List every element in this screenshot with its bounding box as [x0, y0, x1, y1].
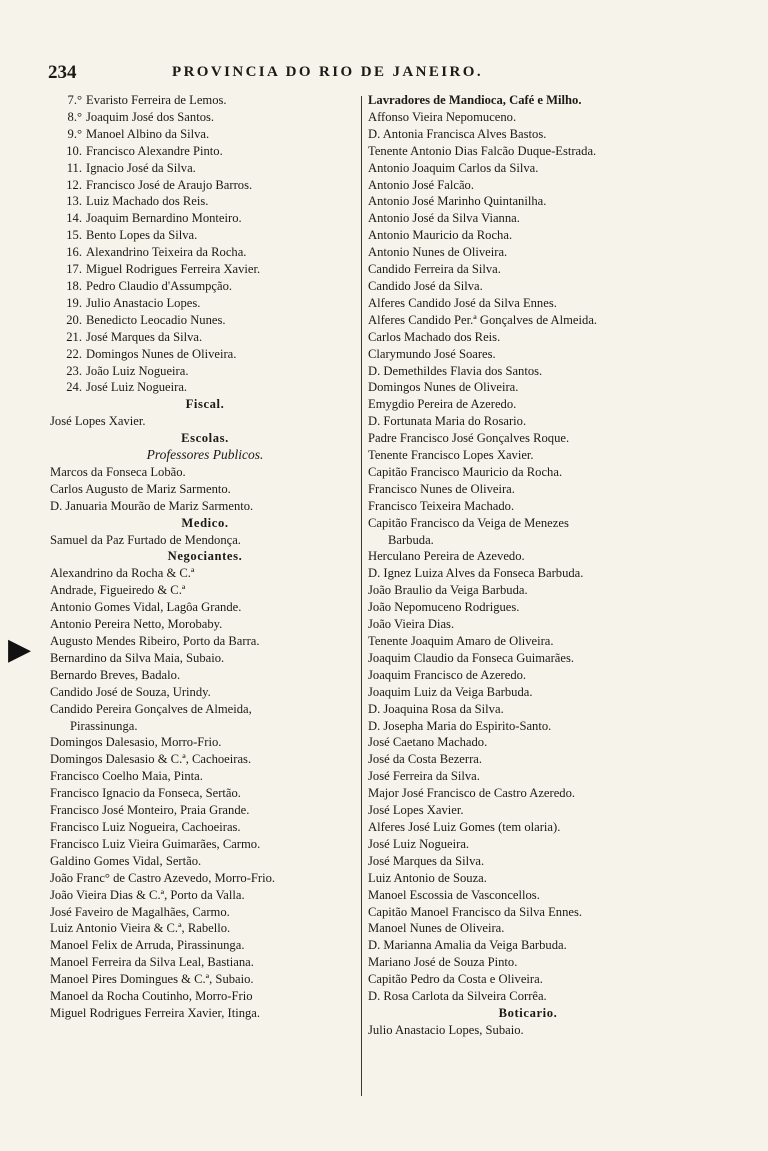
list-item: Augusto Mendes Ribeiro, Porto da Barra.	[50, 634, 260, 648]
item-number: 22.	[66, 346, 82, 361]
list-item: José Marques da Silva.	[368, 853, 485, 868]
list-item: Samuel da Paz Furtado de Mendonça.	[50, 532, 241, 547]
right-column	[368, 92, 688, 1039]
page-title: PROVINCIA DO RIO DE JANEIRO.	[172, 64, 483, 80]
list-item: Francisco Teixeira Machado.	[368, 498, 515, 513]
item-number: 8.°	[67, 109, 82, 124]
item-number: 18.	[66, 278, 82, 293]
list-item: Capitão Francisco da Veiga de Menezes	[368, 515, 569, 530]
list-item	[50, 261, 360, 278]
list-item: D. Demethildes Flavia dos Santos.	[368, 363, 543, 378]
item-name: José Luiz Nogueira.	[86, 380, 188, 395]
list-item: Candido José da Silva.	[368, 278, 483, 293]
item-name: Alexandrino Teixeira da Rocha.	[86, 245, 247, 260]
list-item: João Vieira Dias & C.ª, Porto da Valla.	[50, 887, 245, 902]
item-number: 11.	[66, 160, 82, 175]
item-number: 20.	[66, 312, 82, 327]
list-item	[50, 143, 360, 160]
list-item: Affonso Vieira Nepomuceno.	[368, 109, 517, 124]
list-item: João Braulio da Veiga Barbuda.	[368, 583, 528, 598]
column-divider	[361, 96, 362, 1096]
boticario-heading: Boticario.	[498, 1005, 558, 1020]
item-name: Pedro Claudio d'Assumpção.	[86, 278, 233, 293]
item-number: 15.	[66, 228, 82, 243]
list-item: Galdino Gomes Vidal, Sertão.	[50, 853, 202, 868]
list-item: Luiz Antonio Vieira & C.ª, Rabello.	[50, 921, 231, 936]
item-name: Julio Anastacio Lopes.	[86, 295, 201, 310]
list-item: D. Rosa Carlota da Silveira Corrêa.	[368, 989, 547, 1004]
item-number: 10.	[66, 143, 82, 158]
list-item: D. Januaria Mourão de Mariz Sarmento.	[50, 498, 254, 513]
list-item: Mariano José de Souza Pinto.	[368, 955, 518, 970]
list-item: Francisco Coelho Maia, Pinta.	[50, 769, 203, 784]
list-item: Antonio Gomes Vidal, Lagôa Grande.	[50, 600, 242, 615]
list-item: Candido Pereira Gonçalves de Almeida,	[50, 701, 252, 716]
list-item: Joaquim Francisco de Azeredo.	[368, 667, 527, 682]
list-item	[50, 193, 360, 210]
item-name: Domingos Nunes de Oliveira.	[86, 346, 237, 361]
item-number: 14.	[66, 211, 82, 226]
lavradores-heading: Lavradores de Mandioca, Café e Milho.	[368, 93, 582, 107]
list-item: Antonio Pereira Netto, Morobaby.	[50, 617, 223, 632]
list-item: Antonio José Falcão.	[368, 177, 474, 192]
page-header	[48, 62, 718, 86]
list-item: José Faveiro de Magalhães, Carmo.	[50, 904, 230, 919]
list-item: Francisco José Monteiro, Praia Grande.	[50, 803, 250, 818]
list-item: Marcos da Fonseca Lobão.	[50, 464, 186, 479]
list-item: Joaquim Claudio da Fonseca Guimarães.	[368, 650, 575, 665]
list-item: D. Marianna Amalia da Veiga Barbuda.	[368, 938, 567, 953]
item-number: 17.	[66, 262, 82, 277]
list-item: Manoel Escossia de Vasconcellos.	[368, 887, 540, 902]
list-item: Julio Anastacio Lopes, Subaio.	[368, 1022, 524, 1037]
item-number: 16.	[66, 245, 82, 260]
list-item	[50, 109, 360, 126]
list-item: José Lopes Xavier.	[50, 414, 146, 429]
item-name: Luiz Machado dos Reis.	[86, 194, 209, 209]
list-item: D. Josepha Maria do Espirito-Santo.	[368, 718, 552, 733]
list-item: Manoel Nunes de Oliveira.	[368, 921, 505, 936]
item-name: Francisco José de Araujo Barros.	[86, 177, 253, 192]
list-item	[50, 244, 360, 261]
item-name: Francisco Alexandre Pinto.	[86, 143, 223, 158]
item-number: 24.	[66, 380, 82, 395]
page-number: 234	[48, 62, 77, 83]
margin-mark: ▶	[8, 632, 32, 667]
list-item: José Lopes Xavier.	[368, 803, 464, 818]
list-item	[50, 379, 360, 396]
list-item: Bernardo Breves, Badalo.	[50, 667, 181, 682]
list-item	[50, 278, 360, 295]
list-item: Andrade, Figueiredo & C.ª	[50, 583, 186, 598]
list-item	[50, 177, 360, 194]
list-item: Emygdio Pereira de Azeredo.	[368, 397, 517, 412]
list-item	[50, 346, 360, 363]
list-item: João Vieira Dias.	[368, 617, 455, 632]
list-item: Alferes Candido José da Silva Ennes.	[368, 295, 557, 310]
negociantes-heading: Negociantes.	[167, 549, 243, 564]
list-item: D. Ignez Luiza Alves da Fonseca Barbuda.	[368, 566, 584, 581]
list-item: Herculano Pereira de Azevedo.	[368, 549, 525, 564]
fiscal-heading: Fiscal.	[185, 397, 225, 412]
list-item: Carlos Augusto de Mariz Sarmento.	[50, 481, 231, 496]
list-item: Antonio Joaquim Carlos da Silva.	[368, 160, 539, 175]
list-item: Manoel da Rocha Coutinho, Morro-Frio	[50, 989, 253, 1004]
list-item	[50, 227, 360, 244]
list-item	[50, 295, 360, 312]
list-item: Antonio José da Silva Vianna.	[368, 211, 520, 226]
list-item-continuation: Barbuda.	[388, 532, 434, 547]
list-item: Antonio Mauricio da Rocha.	[368, 228, 513, 243]
list-item: Francisco Ignacio da Fonseca, Sertão.	[50, 786, 241, 801]
list-item: Luiz Antonio de Souza.	[368, 870, 487, 885]
list-item	[50, 160, 360, 177]
list-item: Tenente Joaquim Amaro de Oliveira.	[368, 634, 554, 648]
list-item: Domingos Dalesasio, Morro-Frio.	[50, 735, 222, 750]
list-item: João Franc° de Castro Azevedo, Morro-Frio.	[50, 870, 276, 885]
list-item: Antonio Nunes de Oliveira.	[368, 245, 508, 260]
list-item: Candido José de Souza, Urindy.	[50, 684, 211, 699]
list-item: Antonio José Marinho Quintanilha.	[368, 194, 547, 209]
item-number: 21.	[66, 329, 82, 344]
item-number: 9.°	[67, 126, 82, 141]
left-column	[50, 92, 360, 1022]
list-item: Bernardino da Silva Maia, Subaio.	[50, 650, 225, 665]
list-item: Alferes Candido Per.ª Gonçalves de Almeida.	[368, 312, 598, 327]
list-item	[50, 363, 360, 380]
medico-heading: Medico.	[181, 515, 229, 530]
list-item: Tenente Antonio Dias Falcão Duque-Estrada.	[368, 143, 597, 158]
list-item: Capitão Pedro da Costa e Oliveira.	[368, 972, 543, 987]
item-name: Bento Lopes da Silva.	[86, 228, 198, 243]
list-item: José Caetano Machado.	[368, 735, 488, 750]
list-item: Alferes José Luiz Gomes (tem olaria).	[368, 819, 561, 834]
list-item: Tenente Francisco Lopes Xavier.	[368, 448, 534, 463]
item-name: Ignacio José da Silva.	[86, 160, 196, 175]
list-item	[50, 92, 360, 109]
list-item: Francisco Luiz Nogueira, Cachoeiras.	[50, 819, 241, 834]
item-number: 12.	[66, 177, 82, 192]
list-item: Capitão Francisco Mauricio da Rocha.	[368, 464, 563, 479]
list-item: Padre Francisco José Gonçalves Roque.	[368, 431, 570, 446]
item-name: Miguel Rodrigues Ferreira Xavier.	[86, 262, 261, 277]
list-item: José Ferreira da Silva.	[368, 769, 480, 784]
list-item: Carlos Machado dos Reis.	[368, 329, 501, 344]
list-item: Candido Ferreira da Silva.	[368, 262, 501, 277]
list-item: D. Fortunata Maria do Rosario.	[368, 414, 527, 429]
list-item: Domingos Nunes de Oliveira.	[368, 380, 519, 395]
list-item: Manoel Pires Domingues & C.ª, Subaio.	[50, 972, 254, 987]
list-item: Domingos Dalesasio & C.ª, Cachoeiras.	[50, 752, 252, 767]
item-number: 13.	[66, 194, 82, 209]
item-name: Benedicto Leocadio Nunes.	[86, 312, 226, 327]
escolas-heading: Escolas.	[181, 431, 229, 446]
list-item: Major José Francisco de Castro Azeredo.	[368, 786, 576, 801]
list-item: Manoel Ferreira da Silva Leal, Bastiana.	[50, 955, 254, 970]
item-name: Joaquim Bernardino Monteiro.	[86, 211, 242, 226]
list-item: Alexandrino da Rocha & C.ª	[50, 566, 195, 581]
list-item: João Nepomuceno Rodrigues.	[368, 600, 520, 615]
list-item: Francisco Luiz Vieira Guimarães, Carmo.	[50, 836, 261, 851]
list-item: D. Antonia Francisca Alves Bastos.	[368, 126, 547, 141]
list-item: Manoel Felix de Arruda, Pirassinunga.	[50, 938, 245, 953]
list-item	[50, 210, 360, 227]
list-item	[50, 329, 360, 346]
professores-heading: Professores Publicos.	[146, 447, 264, 463]
list-item: D. Joaquina Rosa da Silva.	[368, 701, 504, 716]
list-item: José da Costa Bezerra.	[368, 752, 483, 767]
list-item: Clarymundo José Soares.	[368, 346, 496, 361]
list-item: Miguel Rodrigues Ferreira Xavier, Itinga.	[50, 1005, 261, 1020]
list-item	[50, 312, 360, 329]
list-item: Capitão Manoel Francisco da Silva Ennes.	[368, 904, 583, 919]
list-item-continuation: Pirassinunga.	[70, 718, 138, 733]
item-name: João Luiz Nogueira.	[86, 363, 189, 378]
item-name: Evaristo Ferreira de Lemos.	[86, 93, 227, 107]
item-number: 19.	[66, 295, 82, 310]
item-number: 7.°	[67, 93, 82, 107]
item-name: Joaquim José dos Santos.	[86, 109, 215, 124]
numbered-list	[50, 92, 360, 396]
item-number: 23.	[66, 363, 82, 378]
list-item: Francisco Nunes de Oliveira.	[368, 481, 515, 496]
item-name: Manoel Albino da Silva.	[86, 126, 210, 141]
list-item: José Luiz Nogueira.	[368, 836, 470, 851]
item-name: José Marques da Silva.	[86, 329, 203, 344]
list-item: Joaquim Luiz da Veiga Barbuda.	[368, 684, 533, 699]
list-item	[50, 126, 360, 143]
